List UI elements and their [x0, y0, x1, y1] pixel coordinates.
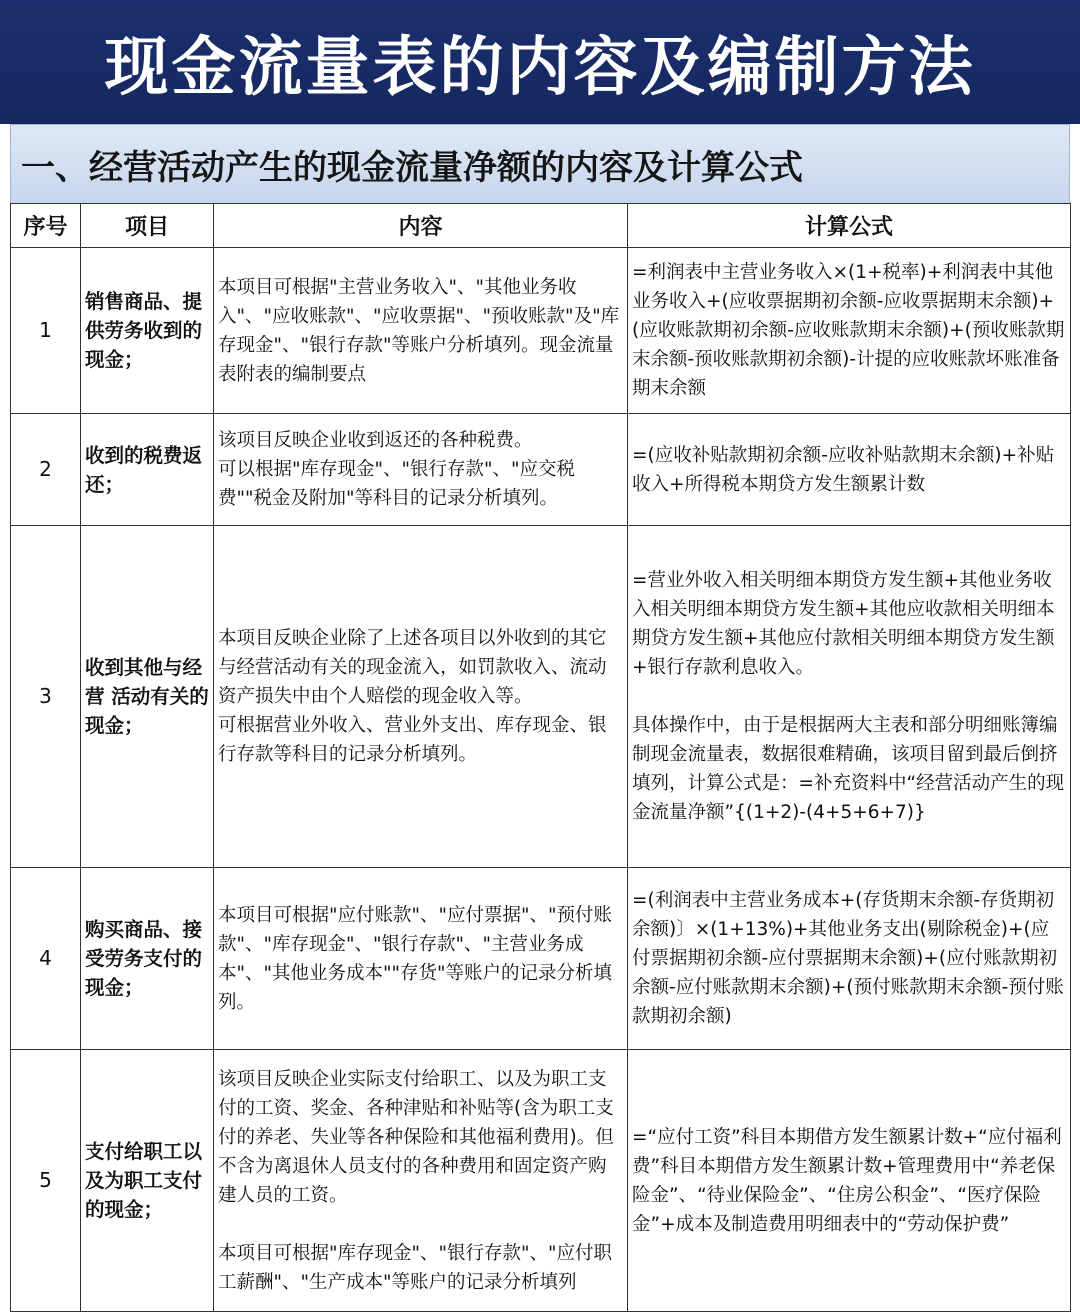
row-formula: =(利润表中主营业务成本+(存货期末余额-存货期初余额)〕×(1+13%)+其他业务支出(剔除税金)+(应付票据期初余额-应付票据期末余额)+(应付账款期初余额-应付账款期末余额)+(预付账款期末余额-预付账款期初余额) [628, 868, 1071, 1050]
row-content: 该项目反映企业收到返还的各种税费。 可以根据"库存现金"、"银行存款"、"应交税费""税金及附加"等科目的记录分析填列。 [214, 414, 628, 526]
page-title: 现金流量表的内容及编制方法 [104, 31, 976, 105]
header-formula: 计算公式 [628, 204, 1071, 248]
row-content: 本项目可根据"主营业务收入"、"其他业务收入"、"应收账款"、"应收票据"、"预收账款"及"库存现金"、"银行存款"等账户分析填列。现金流量表附表的编制要点 [214, 248, 628, 414]
row-formula: =利润表中主营业务收入×(1+税率)+利润表中其他业务收入+(应收票据期初余额-应收票据期末余额)+(应收账款期初余额-应收账款期末余额)+(预收账款期末余额-预收账款期初余额)-计提的应收账款坏账准备期末余额 [628, 248, 1071, 414]
row-no: 2 [11, 414, 81, 526]
row-item: 销售商品、提供劳务收到的现金； [81, 248, 214, 414]
table-header-row [11, 204, 1071, 248]
row-item: 支付给职工以及为职工支付的现金； [81, 1050, 214, 1312]
section-header [10, 124, 1070, 204]
cash-flow-table [10, 203, 1071, 1312]
row-content: 该项目反映企业实际支付给职工、以及为职工支付的工资、奖金、各种津贴和补贴等(含为职工支付的养老、失业等各种保险和其他福利费用)。但不含为离退休人员支付的各种费用和固定资产购建人员的工资。 本项目可根据"库存现金"、"银行存款"、"应付职工薪酬"、"生产成本"等账户的记录分析填列 [214, 1050, 628, 1312]
section-title: 一、经营活动产生的现金流量净额的内容及计算公式 [21, 147, 803, 188]
row-no: 4 [11, 868, 81, 1050]
row-formula: =“应付工资”科目本期借方发生额累计数+“应付福利费”科目本期借方发生额累计数+管理费用中“养老保险金”、“待业保险金”、“住房公积金”、“医疗保险金”+成本及制造费用明细表中的“劳动保护费” [628, 1050, 1071, 1312]
table-row [11, 526, 1071, 868]
header-no: 序号 [11, 204, 81, 248]
table-row [11, 1050, 1071, 1312]
row-content: 本项目反映企业除了上述各项目以外收到的其它与经营活动有关的现金流入，如罚款收入、流动资产损失中由个人赔偿的现金收入等。 可根据营业外收入、营业外支出、库存现金、银行存款等科目的记录分析填列。 [214, 526, 628, 868]
row-formula: =营业外收入相关明细本期贷方发生额+其他业务收入相关明细本期贷方发生额+其他应收款相关明细本期贷方发生额+其他应付款相关明细本期贷方发生额+银行存款利息收入。 具体操作中，由于是根据两大主表和部分明细账簿编制现金流量表，数据很难精确，该项目留到最后倒挤填列，计算公式是：=补充资料中“经营活动产生的现金流量净额”{(1+2)-(4+5+6+7)} [628, 526, 1071, 868]
table-row [11, 868, 1071, 1050]
row-item: 收到其他与经营 活动有关的现金； [81, 526, 214, 868]
row-formula: =(应收补贴款期初余额-应收补贴款期末余额)+补贴收入+所得税本期贷方发生额累计数 [628, 414, 1071, 526]
row-no: 3 [11, 526, 81, 868]
row-content: 本项目可根据"应付账款"、"应付票据"、"预付账款"、"库存现金"、"银行存款"、"主营业务成本"、"其他业务成本""存货"等账户的记录分析填列。 [214, 868, 628, 1050]
table-row [11, 414, 1071, 526]
table-row [11, 248, 1071, 414]
row-item: 收到的税费返还； [81, 414, 214, 526]
header-item: 项目 [81, 204, 214, 248]
row-no: 1 [11, 248, 81, 414]
row-no: 5 [11, 1050, 81, 1312]
header-content: 内容 [214, 204, 628, 248]
row-item: 购买商品、接受劳务支付的现金； [81, 868, 214, 1050]
title-banner [0, 0, 1080, 124]
